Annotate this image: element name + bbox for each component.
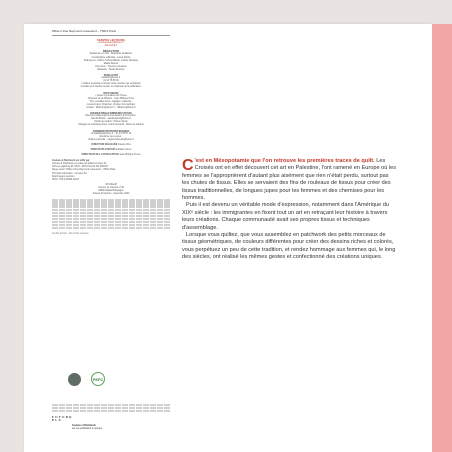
colophon [52,30,170,236]
colophon-section-directeur-associe [52,149,170,152]
section-line: Directrice Marketing/Communication & Promotion : [85,115,137,118]
publisher-line: SAS au capital de 96 726 € • RCS Paris B 331 389 507 [52,166,109,169]
section-line: Sandra Boiral – sandra.boiral@future.fr [91,118,131,121]
drop-cap: C [182,157,194,174]
publisher-line: Principal actionnaire : Grouper SA [52,172,87,175]
section-line: contraire aux intérêts moraux ou matériels de la publication. [80,86,142,89]
section-line: publicite@future.fr [101,77,121,80]
section-line: Contact : diffusion@future.fr – diffusion@future.fr [86,106,136,109]
pefc-logo-icon: PEFC [91,372,105,386]
section-line: DIRECTEUR ASSOCIÉ Nathalie Cohen [90,149,132,151]
section-line: L'éditeur s'autorise à refuser toute insertion qui semblerait [81,83,141,86]
printer-line: Achevé d'imprimer : décembre 2024 [92,193,130,196]
colophon-section-diffusion [52,92,170,111]
section-line: Louis-Amaury Chambert, Virginie Somnambule [87,103,135,106]
section-heading: ADMINISTRATION/FINANCE [92,129,130,133]
photo-credits: Crédits photos : Nos droits réservés [52,233,89,236]
legal-notice [52,199,170,229]
colophon-address: 56bis-1 Rue Raymond Losserand – 75014 Paris [52,30,170,36]
section-heading: MARKETING/COMMUNICATION [90,112,132,116]
printer-line: Chemin de Carnaris n°18 [98,186,124,189]
section-line: Directeur de la diffusion : Jean-Philippe Pruvi [88,97,134,100]
article-body [182,158,397,262]
publication-note: Couture et Patchwork est une publication du groupe [72,425,103,430]
section-line: Maëlle Bouvet [103,62,119,65]
section-line: Traducteurs : Marion Schwendtbark, Juliette Mouquet, [83,59,139,62]
section-line: 01 14 78 68 00 [103,80,119,83]
printer-info [52,184,170,196]
section-heading: PUBLICITÉ [103,74,119,78]
article-lead: 'est en Mésopotamie que l'on retrouve les premières traces de quilt. [194,158,375,164]
section-line: Cheffe de produit : Hélène Simon [94,121,128,124]
colophon-section-marketing [52,112,170,127]
article-text: Les Croisés ont en effet découvert cet art en Palestine, l'ont ramené en Europe où les femmes se l'approprièrent d'autant plus aisément que rien n'était perdu, surtout pas les chutes de tissus. Elles se servaient des fins de rouleaux de tissus pour créer des tissus traditionnelles, de longues jupes pour les femmes et des chemises pour les hommes. [182,158,397,202]
footer-legal [52,404,170,413]
article-paragraph: Puis il est devenu un véritable mode d'expression, notamment dans l'Amérique du XIXᵉ siècle : les immigrantes en fixent tout un art en retraçant leur histoire à travers leurs créations. Chaque communauté avait ses propres tissus et techniques d'assemblage. [182,202,390,231]
publisher-info [52,160,170,182]
section-line: service-lecteur@future.fr [98,42,124,45]
section-heading: SERVICE LECTEURS [97,39,125,43]
colophon-section-direction-deleguee [52,144,170,147]
section-line: Virginie Latruelle – virginie.latruelle@future.fr [88,138,134,141]
colophon-section-publicite [52,74,170,89]
colophon-section-administration [52,130,170,142]
printer-line: JOUNGAM [105,183,117,186]
section-line: DIRECTEUR DE LA PUBLICATION Jean-Philippe Pruvot [81,154,141,157]
section-line: Directrice des ventes : [99,135,123,138]
section-line: Chargée de marketing direct et abonnements : Marie de Cambre [78,124,144,127]
section-line: Maquette : Studio Erasoon [97,68,125,71]
section-heading: RÉDACTION [102,50,120,54]
colophon-section-publication [52,39,170,48]
future-logo: F U T U R E P L C [52,415,72,422]
side-color-band [432,24,452,452]
section-line: DIRECTION DÉLÉGUÉE Claude Olivi [91,143,131,146]
printer-line: 28000 Malakoff Espagne [98,190,124,193]
section-heading: DIFFUSION [103,91,119,95]
section-line: Coordinatrice éditoriale : Laura Rochè [91,56,131,59]
publisher-line: Dépôt légal à parution [52,175,75,178]
recycling-logo-icon [68,373,81,386]
section-line: Rédactrice en chef : Stéphanie Guillaume [89,53,133,56]
section-line: • presse Lyonnaises de Presse [95,94,127,97]
certification-logos [68,372,105,386]
publisher-line: ISSN : 978-2-38484-816-8 [52,178,79,181]
publisher-line: Siège social : 56bis-1 Rue Raymond Losserand – 75014 Paris [52,169,116,172]
colophon-section-directeur-publication [52,154,170,157]
publisher-line: Couture & Patchwork est édité par Éditions Future 21, [52,163,107,166]
section-line: Titre, emballés livres, réglages, réassorts : [89,100,133,103]
section-line: comptabilite@future.fr – 01 44 78 87 10 [90,132,132,135]
section-line: Correcteur : Franck Lerouleaux [95,65,127,68]
article-paragraph [182,158,397,202]
section-line: Stemming.fr [104,45,118,48]
publisher-line: Couture & Patchwork est édité par [52,160,90,163]
article-paragraph: Lorsque vous quiltez, que vous assemblez en patchwork des petits morceaux de tissus géométriques, de couleurs différentes pour créer des dessins riches et colorés, vous perpétuez un peu de cette tradition, et rendez hommage aux femmes qui, le long des siècles, ont réalisé les mêmes gestes et confectionné des créations uniques. [182,232,396,261]
colophon-section-redaction [52,50,170,72]
